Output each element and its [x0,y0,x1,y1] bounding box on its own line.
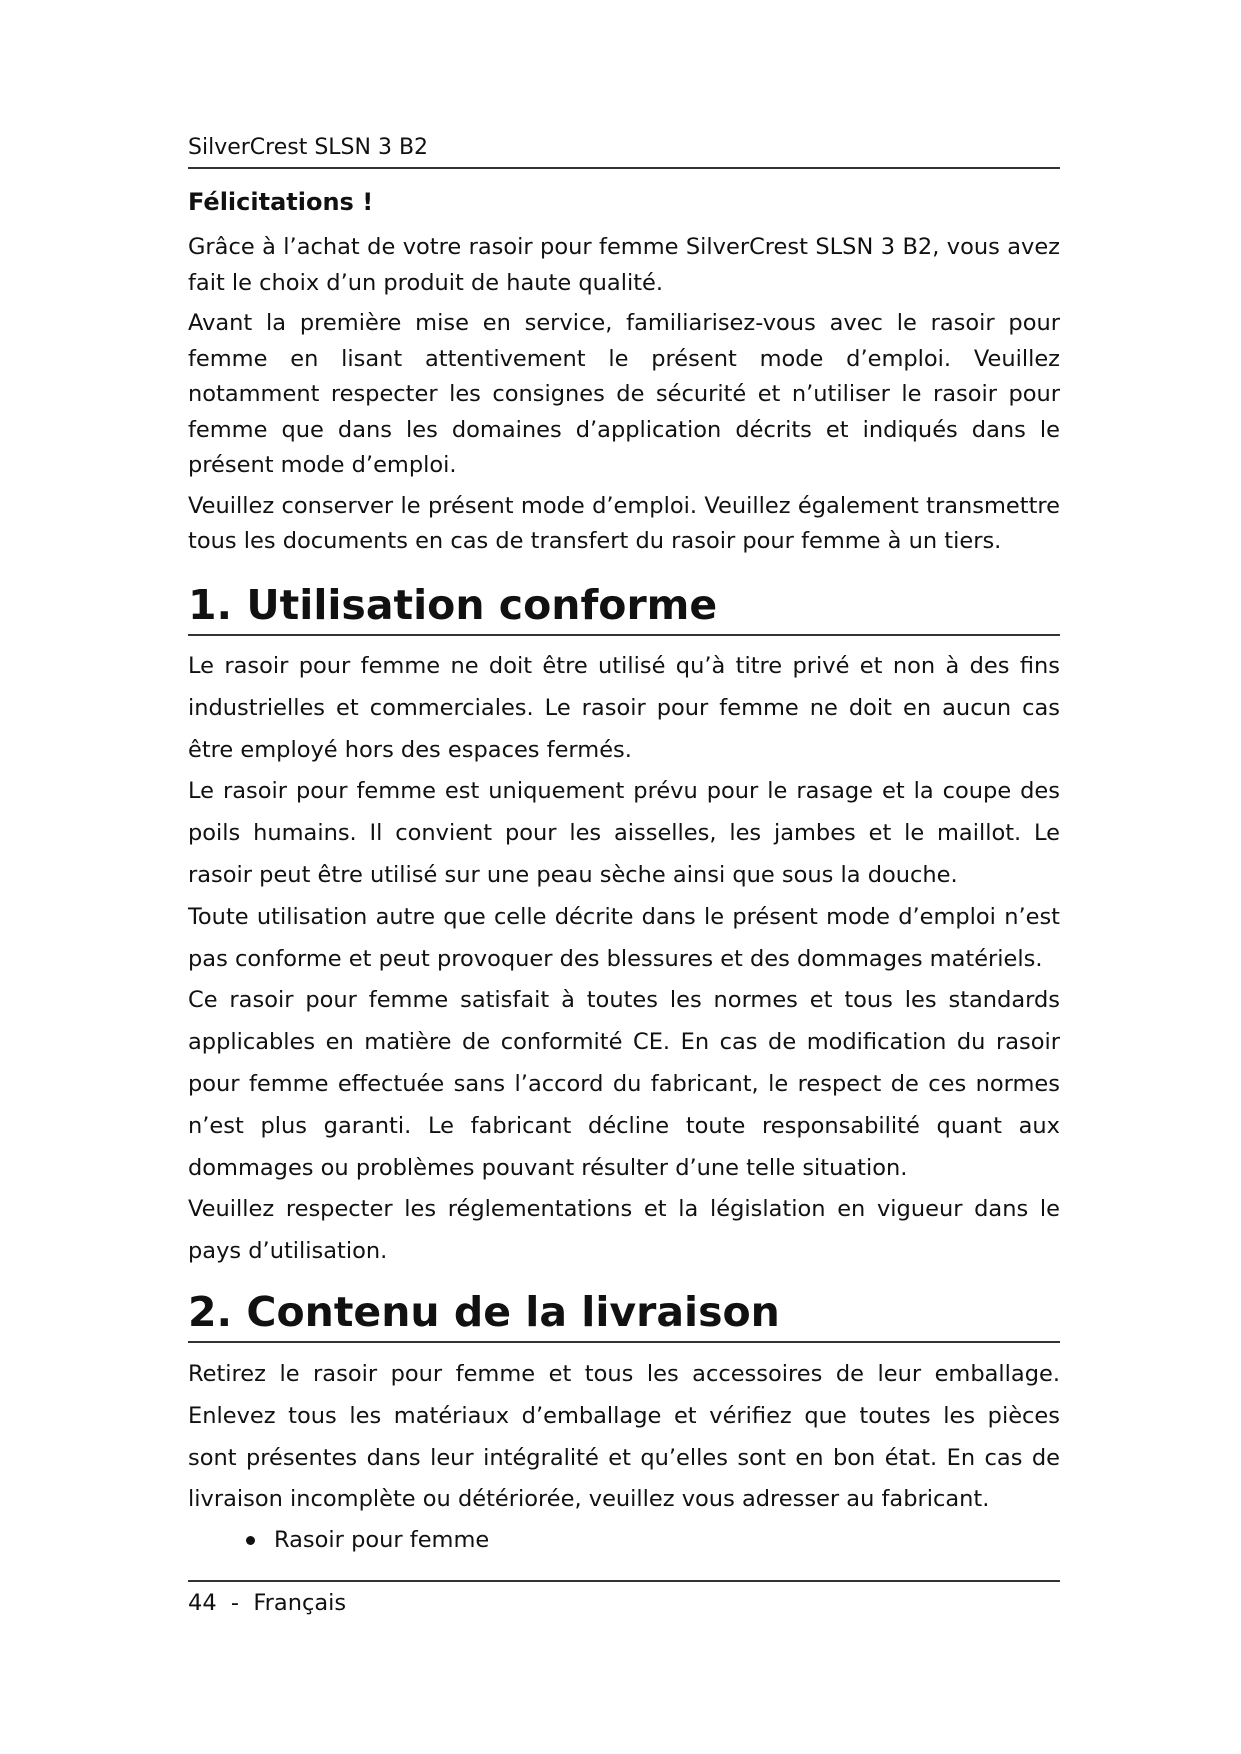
intro-paragraph: Veuillez conserver le présent mode d’emploi. Veuillez également transmettre tous les documents en cas de transfert du rasoir pour femme à un tiers. [188,492,1060,554]
bullet-icon [246,1536,255,1545]
section-2-paragraph: Retirez le rasoir pour femme et tous les accessoires de leur emballage. Enlevez tous les matériaux d’emballage et vérifiez que toutes les pièces sont présentes dans leur intégralité et qu’elles sont en bon état. En cas de livraison incomplète ou détériorée, veuillez vous adresser au fabricant. [188,1361,1060,1513]
list-item-label: Rasoir pour femme [274,1527,490,1553]
delivery-contents-list [244,1523,489,1557]
section-1-paragraph: Le rasoir pour femme ne doit être utilisé qu’à titre privé et non à des fins industrielles et commerciales. Le rasoir pour femme ne doit en aucun cas être employé hors des espaces fermés. [188,653,1060,763]
section-1-paragraph: Ce rasoir pour femme satisfait à toutes les normes et tous les standards applicables en matière de conformité CE. En cas de modification du rasoir pour femme effectuée sans l’accord du fabricant, le respect de ces normes n’est plus garanti. Le fabricant décline toute responsabilité quant aux dommages ou problèmes pouvant résulter d’une telle situation. [188,987,1060,1181]
section-1-body [188,646,1060,1273]
footer-divider [188,1580,1060,1582]
intro-paragraph: Grâce à l’achat de votre rasoir pour femme SilverCrest SLSN 3 B2, vous avez fait le choix d’un produit de haute qualité. [188,234,1060,296]
section-1-paragraph: Veuillez respecter les réglementations et la législation en vigueur dans le pays d’utilisation. [188,1196,1060,1265]
page-footer: 44 - Français [188,1590,347,1616]
page-header: SilverCrest SLSN 3 B2 [188,132,1060,169]
congratulations-heading: Félicitations ! [188,188,374,216]
section-2-body [188,1354,1060,1521]
section-1-title: 1. Utilisation conforme [188,578,1060,636]
section-2-title: 2. Contenu de la livraison [188,1285,1060,1343]
list-item [244,1523,489,1557]
section-1-paragraph: Le rasoir pour femme est uniquement prévu pour le rasage et la coupe des poils humains. Il convient pour les aisselles, les jambes et le maillot. Le rasoir peut être utilisé sur une peau sèche ainsi que sous la douche. [188,778,1060,888]
intro-section [188,230,1060,565]
intro-paragraph: Avant la première mise en service, familiarisez-vous avec le rasoir pour femme en lisant attentivement le présent mode d’emploi. Veuillez notamment respecter les consignes de sécurité et n’utiliser le rasoir pour femme que dans les domaines d’application décrits et indiqués dans le présent mode d’emploi. [188,310,1060,478]
section-1-paragraph: Toute utilisation autre que celle décrite dans le présent mode d’emploi n’est pas conforme et peut provoquer des blessures et des dommages matériels. [188,903,1060,972]
